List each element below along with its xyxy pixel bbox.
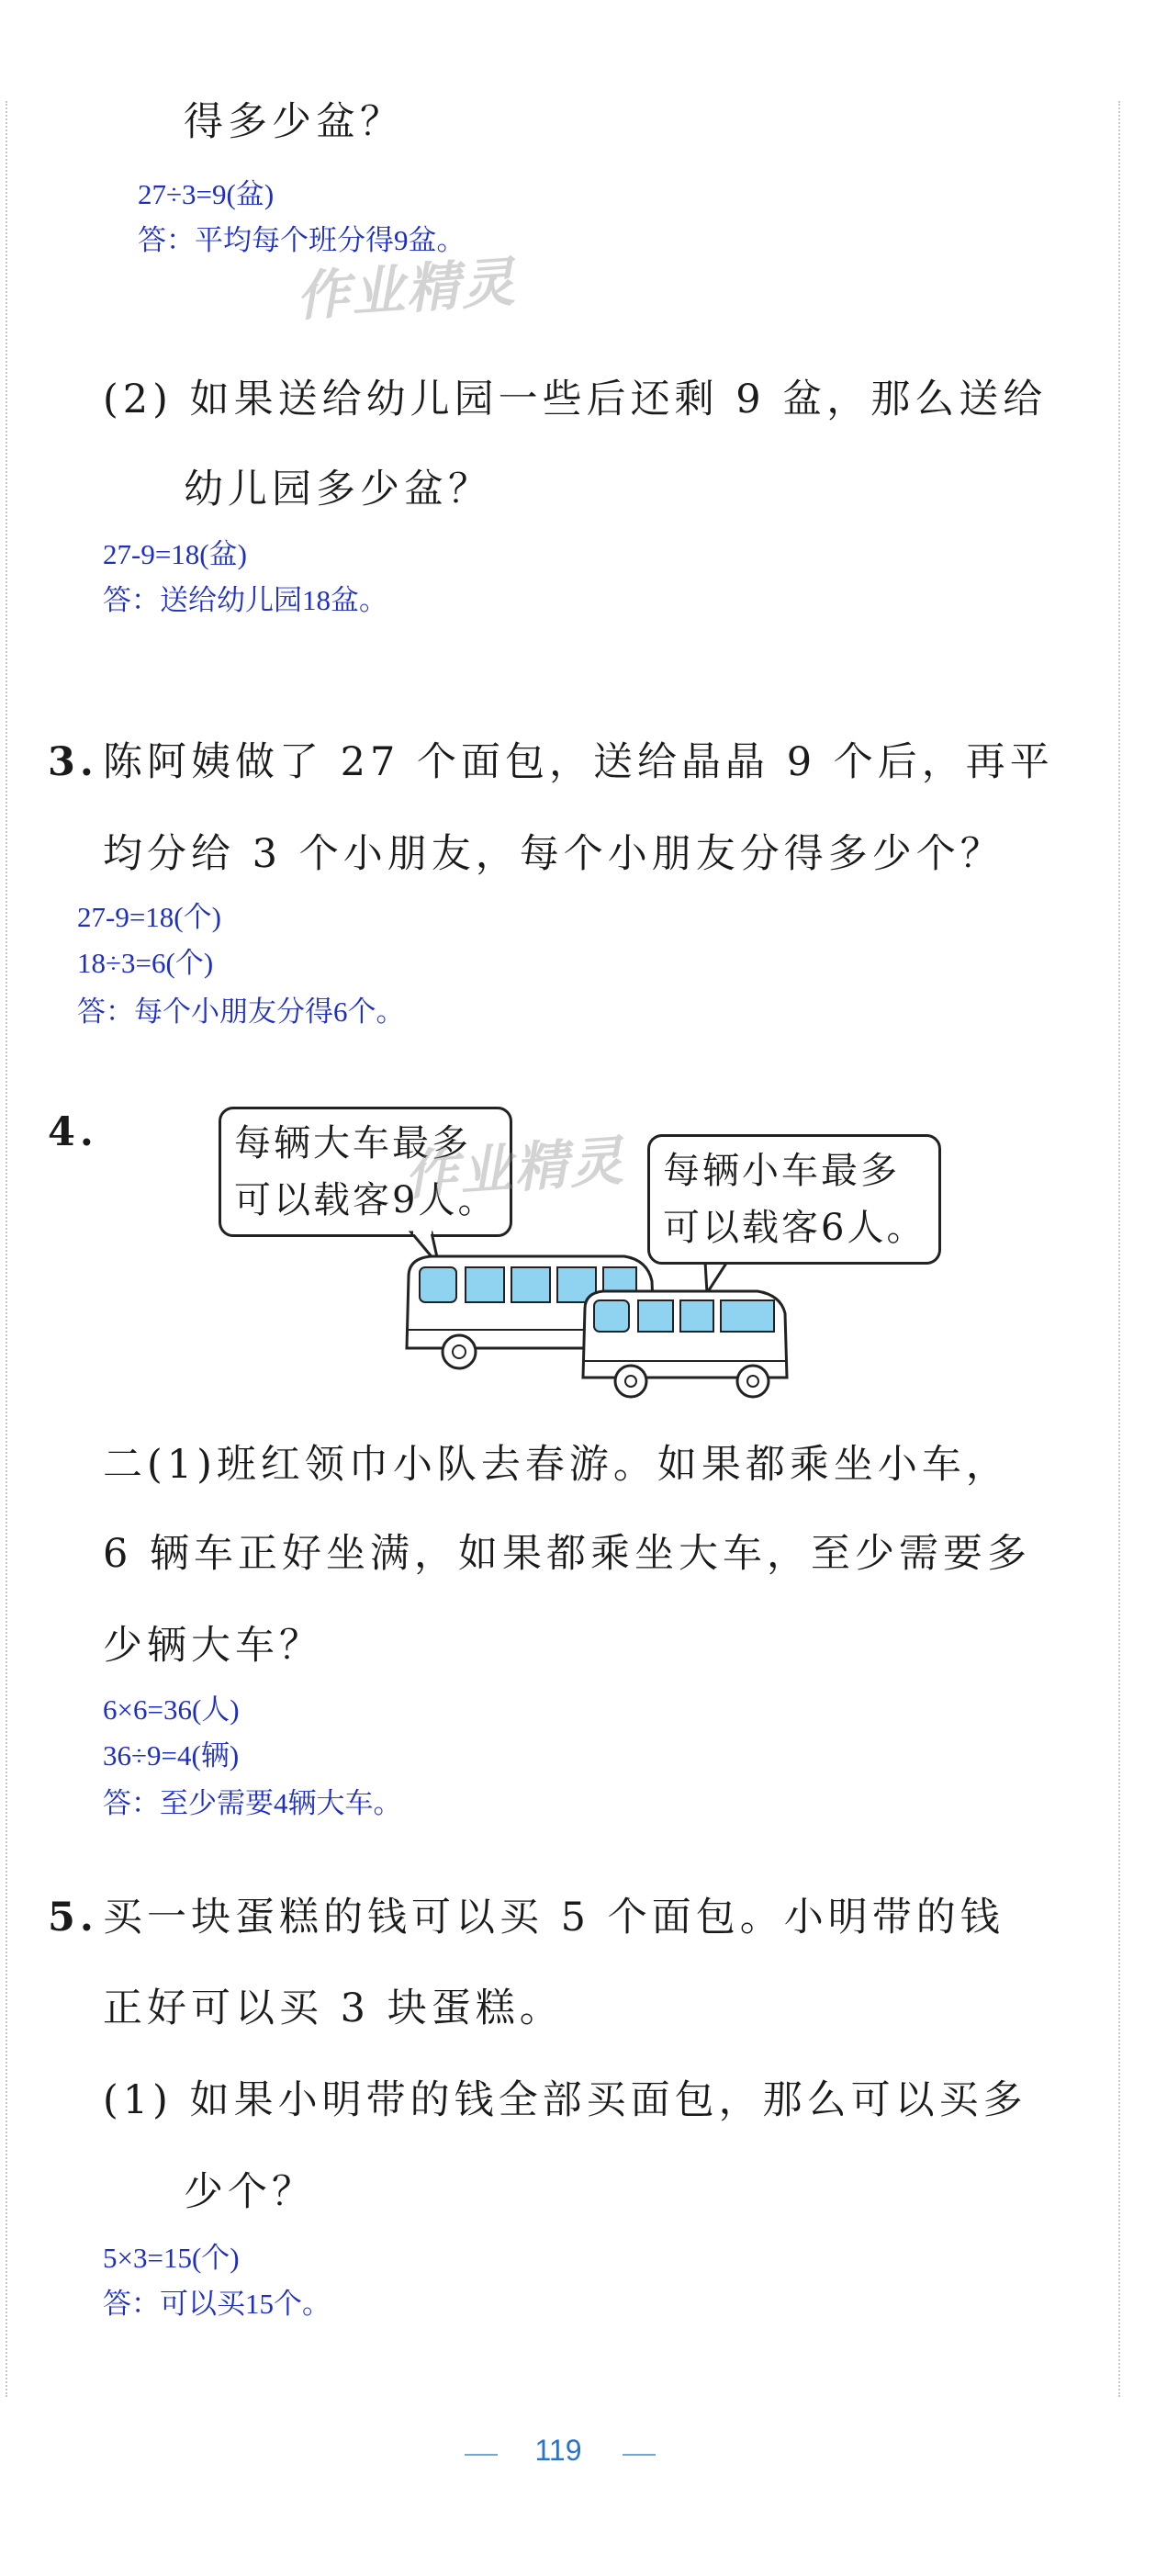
answer-5-statement: 答：可以买15个。: [103, 2288, 331, 2320]
question-5-line1: 买一块蛋糕的钱可以买 5 个面包。小明带的钱: [103, 1895, 1004, 1940]
answer-2-equation: 27-9=18(盆): [103, 538, 247, 570]
question-4-line3: 少辆大车？: [103, 1623, 323, 1669]
answer-5-equation: 5×3=15(个): [103, 2242, 240, 2274]
big-bus-bubble-line2: 可以载客9人。: [234, 1179, 498, 1221]
question-4-line2: 6 辆车正好坐满，如果都乘坐大车，至少需要多: [103, 1531, 1032, 1577]
small-bus: [583, 1291, 787, 1397]
sub-question-2-line1: (2) 如果送给幼儿园一些后还剩 9 盆，那么送给: [103, 377, 1048, 422]
answer-1-equation: 27÷3=9(盆): [138, 178, 275, 210]
answer-3-statement: 答：每个小朋友分得6个。: [77, 996, 405, 1028]
answer-3-equation-1: 27-9=18(个): [77, 901, 221, 933]
answer-4-equation-2: 36÷9=4(辆): [103, 1739, 240, 1772]
watermark-2: 作业精灵: [402, 1129, 627, 1208]
answer-4-statement: 答：至少需要4辆大车。: [103, 1787, 402, 1819]
small-bus-bubble-line2: 可以载客6人。: [663, 1207, 926, 1249]
buses-illustration: [390, 1240, 803, 1405]
footer-rule-right: [623, 2454, 656, 2456]
question-3-line2: 均分给 3 个小朋友，每个小朋友分得多少个？: [103, 831, 1004, 877]
page-number: 119: [534, 2434, 582, 2467]
sub-question-2-line2: 幼儿园多少盆？: [184, 467, 492, 512]
question-4-number: 4.: [48, 1109, 98, 1155]
question-5-line2: 正好可以买 3 块蛋糕。: [103, 1985, 564, 2031]
question-4-line1: 二(1)班红领巾小队去春游。如果都乘坐小车，: [103, 1442, 1010, 1488]
answer-4-equation-1: 6×6=36(人): [103, 1693, 240, 1726]
question-5-sub1-line2: 少个？: [184, 2169, 316, 2215]
answer-3-equation-2: 18÷3=6(个): [77, 947, 214, 979]
footer-rule-left: [465, 2454, 498, 2456]
watermark: 作业精灵: [294, 250, 519, 329]
question-3-number: 3.: [48, 739, 98, 785]
question-5-sub1-line1: (1) 如果小明带的钱全部买面包，那么可以买多: [103, 2077, 1027, 2123]
big-bus-bubble-line1: 每辆大车最多: [234, 1122, 471, 1164]
question-5-number: 5.: [48, 1895, 98, 1940]
question-continuation: 得多少盆？: [184, 99, 404, 145]
answer-2-statement: 答：送给幼儿园18盆。: [103, 584, 387, 616]
small-bus-bubble-line1: 每辆小车最多: [663, 1150, 900, 1192]
question-3-line1: 陈阿姨做了 27 个面包，送给晶晶 9 个后，再平: [103, 739, 1054, 785]
answer-1-statement: 答：平均每个班分得9盆。: [138, 224, 466, 256]
